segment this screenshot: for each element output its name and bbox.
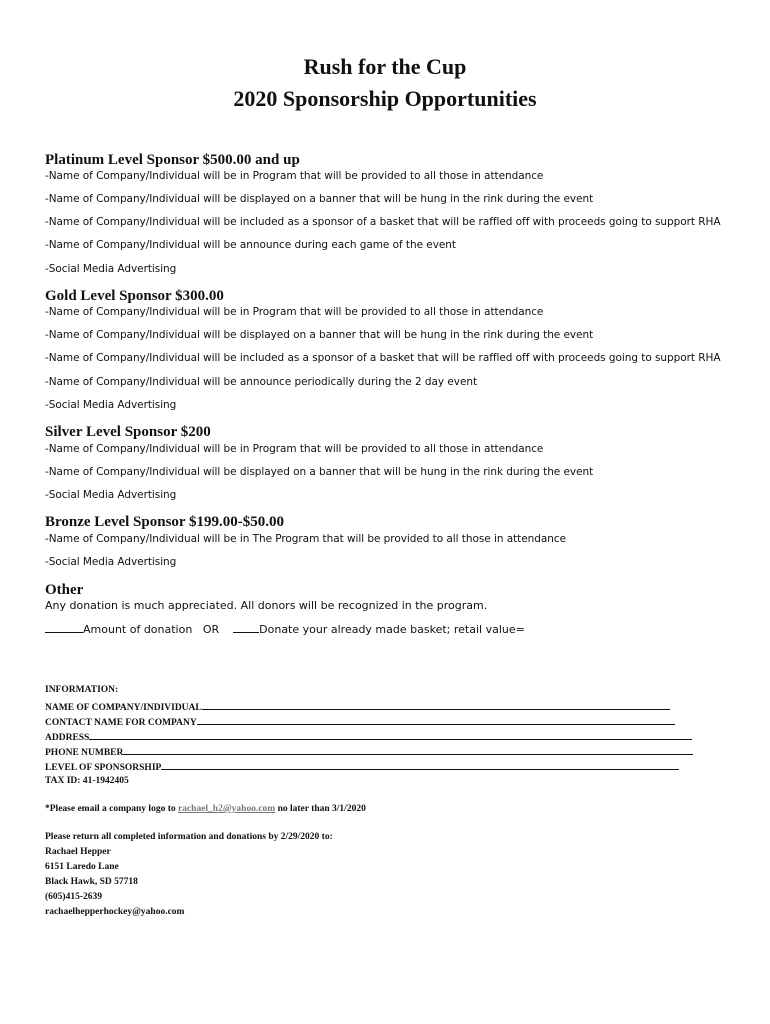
platinum-item: -Name of Company/Individual will be in Program that will be provided to all those in attendance bbox=[45, 170, 544, 182]
level-label: LEVEL OF SPONSORSHIP bbox=[45, 763, 162, 773]
address-input-line[interactable] bbox=[89, 730, 692, 740]
gold-heading: Gold Level Sponsor $300.00 bbox=[45, 288, 224, 304]
return-name: Rachael Hepper bbox=[45, 847, 111, 857]
silver-item: -Social Media Advertising bbox=[45, 489, 177, 501]
logo-note-prefix: *Please email a company logo to bbox=[45, 804, 178, 814]
platinum-heading: Platinum Level Sponsor $500.00 and up bbox=[45, 152, 300, 168]
or-label: OR bbox=[202, 623, 220, 636]
address-field bbox=[45, 730, 692, 744]
return-instruction: Please return all completed information and donations by 2/29/2020 to: bbox=[45, 832, 333, 842]
platinum-item: -Name of Company/Individual will be displayed on a banner that will be hung in the rink during the event bbox=[45, 193, 594, 205]
donation-options-line bbox=[45, 621, 525, 637]
phone-field bbox=[45, 745, 693, 759]
contact-input-line[interactable] bbox=[197, 715, 675, 725]
logo-note bbox=[45, 803, 366, 815]
gold-item: -Name of Company/Individual will be included as a sponsor of a basket that will be raffled off with proceeds going to support RHA bbox=[45, 352, 721, 364]
bronze-item: -Social Media Advertising bbox=[45, 556, 177, 568]
contact-label: CONTACT NAME FOR COMPANY bbox=[45, 718, 197, 728]
gold-item: -Name of Company/Individual will be in Program that will be provided to all those in attendance bbox=[45, 306, 544, 318]
return-city: Black Hawk, SD 57718 bbox=[45, 877, 138, 887]
amount-label: Amount of donation bbox=[83, 623, 193, 636]
bronze-item: -Name of Company/Individual will be in The Program that will be provided to all those in attendance bbox=[45, 533, 566, 545]
return-phone: (605)415-2639 bbox=[45, 892, 102, 902]
return-email: rachaelhepperhockey@yahoo.com bbox=[45, 907, 185, 917]
silver-item: -Name of Company/Individual will be displayed on a banner that will be hung in the rink during the event bbox=[45, 466, 594, 478]
phone-label: PHONE NUMBER bbox=[45, 748, 124, 758]
platinum-item: -Social Media Advertising bbox=[45, 263, 177, 275]
gold-item: -Name of Company/Individual will be announce periodically during the 2 day event bbox=[45, 376, 478, 388]
logo-note-suffix: no later than 3/1/2020 bbox=[275, 804, 366, 814]
contact-field bbox=[45, 715, 675, 729]
basket-label: Donate your already made basket; retail value= bbox=[259, 623, 525, 636]
company-label: NAME OF COMPANY/INDIVIDUAL bbox=[45, 703, 202, 713]
gold-item: -Social Media Advertising bbox=[45, 399, 177, 411]
other-heading: Other bbox=[45, 582, 84, 598]
address-label: ADDRESS bbox=[45, 733, 90, 743]
silver-item: -Name of Company/Individual will be in Program that will be provided to all those in attendance bbox=[45, 443, 544, 455]
donation-amount-blank[interactable] bbox=[45, 621, 83, 633]
platinum-item: -Name of Company/Individual will be included as a sponsor of a basket that will be raffled off with proceeds going to support RHA bbox=[45, 216, 721, 228]
basket-blank[interactable] bbox=[233, 621, 259, 633]
return-street: 6151 Laredo Lane bbox=[45, 862, 119, 872]
document-title: Rush for the Cup bbox=[303, 54, 467, 79]
company-input-line[interactable] bbox=[202, 700, 670, 710]
gold-item: -Name of Company/Individual will be displayed on a banner that will be hung in the rink during the event bbox=[45, 329, 594, 341]
information-heading: INFORMATION: bbox=[45, 685, 119, 695]
platinum-item: -Name of Company/Individual will be announce during each game of the event bbox=[45, 239, 456, 251]
other-description: Any donation is much appreciated. All donors will be recognized in the program. bbox=[45, 599, 488, 612]
level-field bbox=[45, 760, 679, 774]
tax-id: TAX ID: 41-1942405 bbox=[45, 776, 129, 786]
silver-heading: Silver Level Sponsor $200 bbox=[45, 424, 211, 440]
logo-email-link[interactable]: rachael_h2@yahoo.com bbox=[177, 804, 276, 814]
phone-input-line[interactable] bbox=[123, 745, 693, 755]
document-subtitle: 2020 Sponsorship Opportunities bbox=[233, 86, 537, 111]
level-input-line[interactable] bbox=[161, 760, 679, 770]
bronze-heading: Bronze Level Sponsor $199.00-$50.00 bbox=[45, 514, 285, 530]
company-field bbox=[45, 700, 670, 714]
